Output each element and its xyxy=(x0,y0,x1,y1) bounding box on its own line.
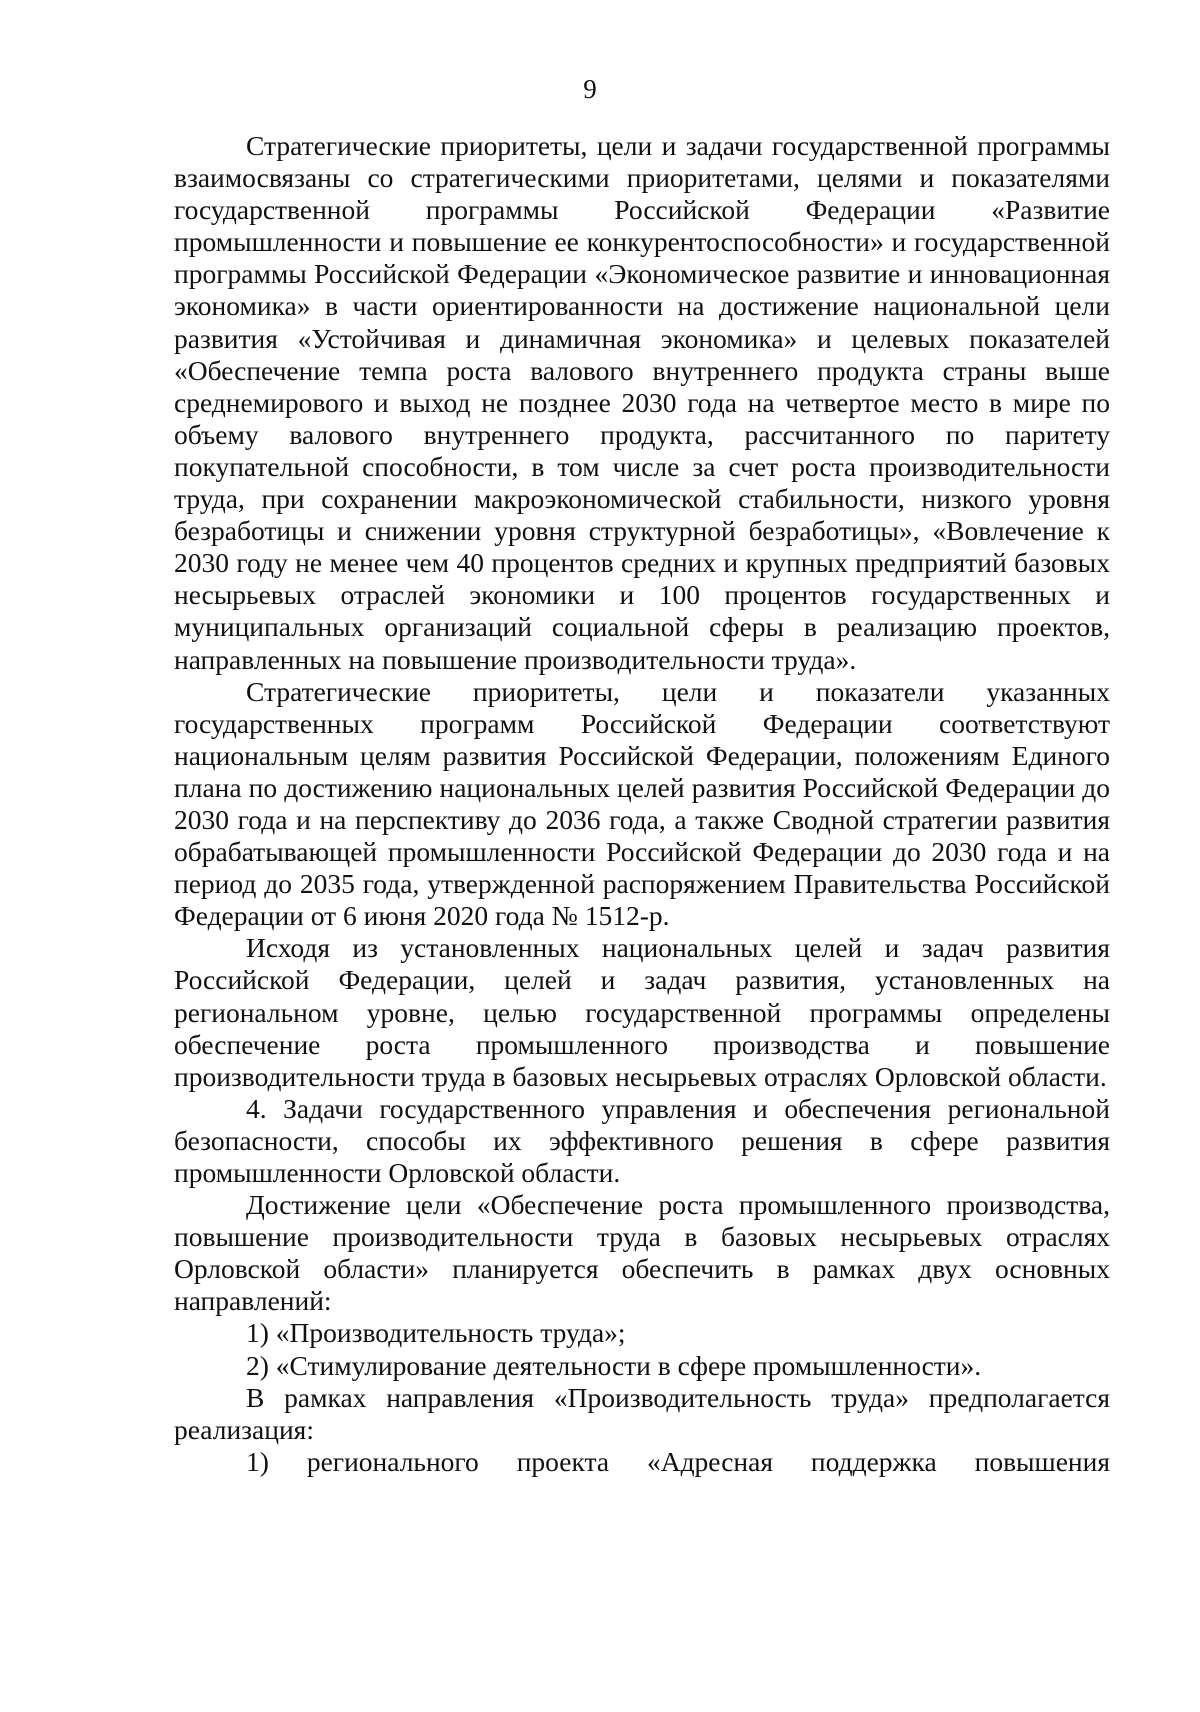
list-item-2: 2) «Стимулирование деятельности в сфере промышленности». xyxy=(246,1349,982,1381)
document-body xyxy=(174,130,1110,1478)
paragraph-direction-implementation: В рамках направления «Производительность труда» предполагается реализация: xyxy=(174,1381,1110,1445)
paragraph-goal-achievement: Достижение цели «Обеспечение роста промышленного производства, повышение производительности труда в базовых несырьевых отраслях Орловской области» планируется обеспечить в рамках двух основных направлений: xyxy=(174,1189,1110,1317)
list-item-regional-project: 1) регионального проекта «Адресная поддержка повышения xyxy=(246,1445,1110,1477)
paragraph-priorities-correspondence: Стратегические приоритеты, цели и показатели указанных государственных программ Российской Федерации соответствуют национальным целям развития Российской Федерации, положениям Единого плана по достижению национальных целей развития Российской Федерации до 2030 года и на перспективу до 2036 года, а также Сводной стратегии развития обрабатывающей промышленности Российской Федерации до 2030 года и на период до 2035 года, утвержденной распоряжением Правительства Российской Федерации от 6 июня 2020 года № 1512-р. xyxy=(174,675,1110,932)
list-item-1: 1) «Производительность труда»; xyxy=(246,1317,626,1349)
paragraph-strategic-priorities: Стратегические приоритеты, цели и задачи государственной программы взаимосвязаны со стратегическими приоритетами, целями и показателями государственной программы Российской Федерации «Развитие промышленности и повышение ее конкурентоспособности» и государственной программы Российской Федерации «Экономическое развитие и инновационная экономика» в части ориентированности на достижение национальной цели развития «Устойчивая и динамичная экономика» и целевых показателей «Обеспечение темпа роста валового внутреннего продукта страны выше среднемирового и выход не позднее 2030 года на четвертое место в мире по объему валового внутреннего продукта, рассчитанного по паритету покупательной способности, в том числе за счет роста производительности труда, при сохранении макроэкономической стабильности, низкого уровня безработицы и снижении уровня структурной безработицы», «Вовлечение к 2030 году не менее чем 40 процентов средних и крупных предприятий базовых несырьевых отраслей экономики и 100 процентов государственных и муниципальных организаций социальной сферы в реализацию проектов, направленных на повышение производительности труда». xyxy=(174,130,1110,675)
paragraph-program-goal: Исходя из установленных национальных целей и задач развития Российской Федерации, целей и задач развития, установленных на региональном уровне, целью государственной программы определены обеспечение роста промышленного производства и повышение производительности труда в базовых несырьевых отраслях Орловской области. xyxy=(174,932,1110,1092)
section-heading-4: 4. Задачи государственного управления и обеспечения региональной безопасности, способы их эффективного решения в сфере развития промышленности Орловской области. xyxy=(174,1092,1110,1188)
page-number: 9 xyxy=(583,74,597,104)
